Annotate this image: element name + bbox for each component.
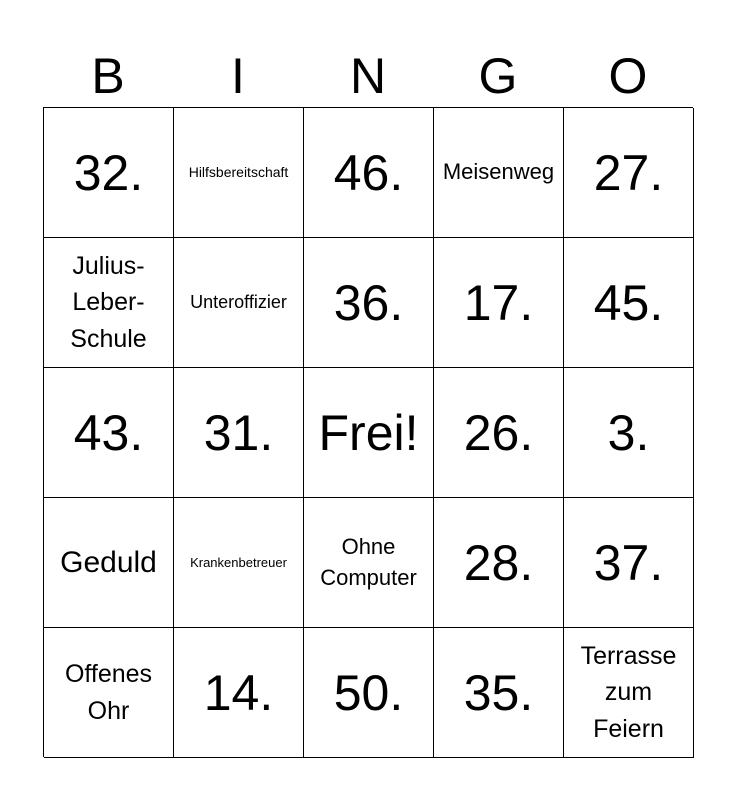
header-letter-g: G bbox=[478, 48, 518, 104]
bingo-cell-r4-c2[interactable]: Krankenbetreuer bbox=[174, 498, 304, 628]
bingo-cell-r5-c4[interactable]: 35. bbox=[434, 628, 564, 758]
bingo-cell-r3-c2[interactable]: 31. bbox=[174, 368, 304, 498]
bingo-cell-r1-c5[interactable]: 27. bbox=[564, 108, 694, 238]
header-letter-i: I bbox=[231, 48, 245, 104]
bingo-cell-r3-c1[interactable]: 43. bbox=[44, 368, 174, 498]
bingo-cell-r1-c1[interactable]: 32. bbox=[44, 108, 174, 238]
header-letter-n: N bbox=[349, 48, 387, 104]
bingo-cell-r2-c1[interactable]: Julius-Leber-Schule bbox=[44, 238, 174, 368]
bingo-cell-r1-c3[interactable]: 46. bbox=[304, 108, 434, 238]
bingo-cell-r2-c2[interactable]: Unteroffizier bbox=[174, 238, 304, 368]
bingo-cell-r4-c3[interactable]: Ohne Computer bbox=[304, 498, 434, 628]
bingo-cell-r3-c4[interactable]: 26. bbox=[434, 368, 564, 498]
bingo-cell-r2-c3[interactable]: 36. bbox=[304, 238, 434, 368]
header-letter-b: B bbox=[91, 48, 125, 104]
bingo-cell-r1-c2[interactable]: Hilfsbereitschaft bbox=[174, 108, 304, 238]
bingo-cell-r5-c3[interactable]: 50. bbox=[304, 628, 434, 758]
bingo-cell-r5-c2[interactable]: 14. bbox=[174, 628, 304, 758]
bingo-board bbox=[43, 107, 693, 757]
bingo-cell-r4-c5[interactable]: 37. bbox=[564, 498, 694, 628]
bingo-cell-r1-c4[interactable]: Meisenweg bbox=[434, 108, 564, 238]
header-letter-o: O bbox=[608, 48, 648, 104]
bingo-cell-r3-c5[interactable]: 3. bbox=[564, 368, 694, 498]
bingo-cell-r4-c1[interactable]: Geduld bbox=[44, 498, 174, 628]
bingo-cell-r5-c1[interactable]: Offenes Ohr bbox=[44, 628, 174, 758]
bingo-cell-r4-c4[interactable]: 28. bbox=[434, 498, 564, 628]
bingo-cell-r5-c5[interactable]: Terrasse zum Feiern bbox=[564, 628, 694, 758]
bingo-cell-r2-c5[interactable]: 45. bbox=[564, 238, 694, 368]
bingo-cell-r2-c4[interactable]: 17. bbox=[434, 238, 564, 368]
bingo-header bbox=[43, 44, 693, 108]
bingo-cell-r3-c3[interactable]: Frei! bbox=[304, 368, 434, 498]
